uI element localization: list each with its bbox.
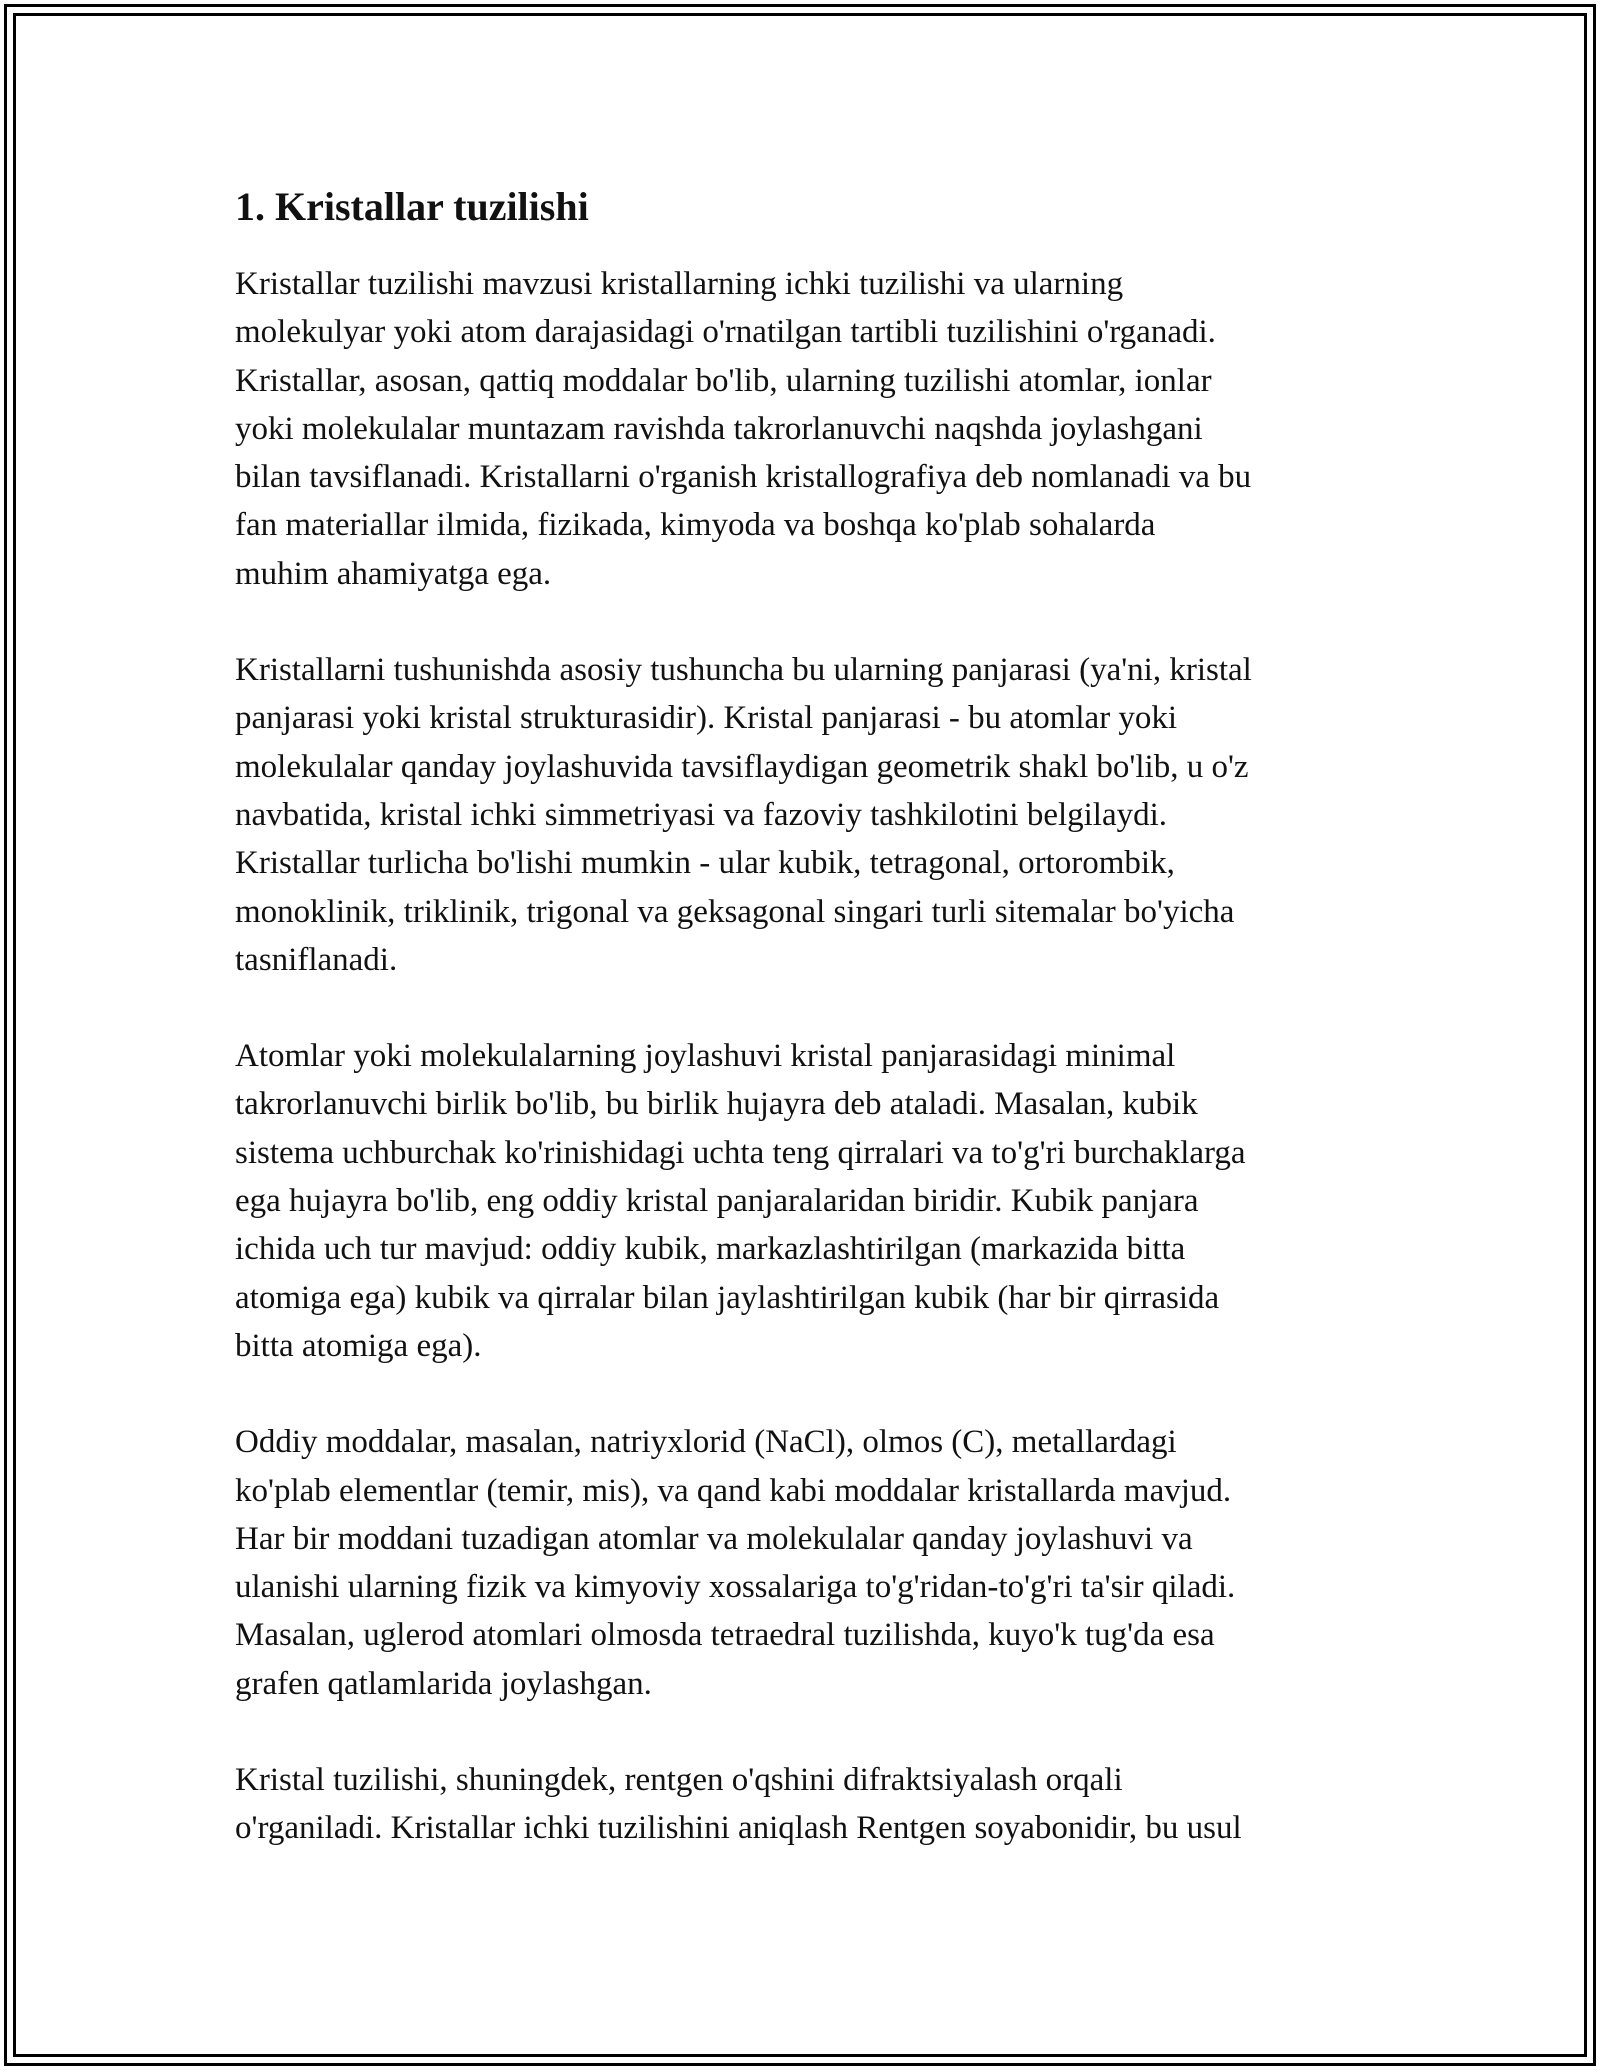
paragraph-4 xyxy=(235,1418,1375,1708)
text-line: grafen qatlamlarida joylashgan. xyxy=(235,1665,652,1702)
text-line: sistema uchburchak ko'rinishidagi uchta teng qirralari va to'g'ri burchaklarga xyxy=(235,1134,1246,1171)
text-line: molekulalar qanday joylashuvida tavsiflaydigan geometrik shakl bo'lib, u o'z xyxy=(235,748,1249,785)
text-line: navbatida, kristal ichki simmetriyasi va fazoviy tashkilotini belgilaydi. xyxy=(235,796,1168,833)
paragraph-1 xyxy=(235,260,1375,598)
text-line: o'rganiladi. Kristallar ichki tuzilishini aniqlash Rentgen soyabonidir, bu usul xyxy=(235,1810,1242,1847)
text-line: Masalan, uglerod atomlari olmosda tetraedral tuzilishda, kuyo'k tug'da esa xyxy=(235,1617,1215,1654)
text-line: Atomlar yoki molekulalarning joylashuvi kristal panjarasidagi minimal xyxy=(235,1038,1176,1075)
text-line: yoki molekulalar muntazam ravishda takrorlanuvchi naqshda joylashgani xyxy=(235,410,1203,447)
text-line: panjarasi yoki kristal strukturasidir). Kristal panjarasi - bu atomlar yoki xyxy=(235,700,1178,737)
text-line: Oddiy moddalar, masalan, natriyxlorid (NaCl), olmos (C), metallardagi xyxy=(235,1424,1177,1461)
text-line: Kristallarni tushunishda asosiy tushuncha bu ularning panjarasi (ya'ni, kristal xyxy=(235,652,1252,689)
text-line: muhim ahamiyatga ega. xyxy=(235,555,552,592)
text-line: ko'plab elementlar (temir, mis), va qand kabi moddalar kristallarda mavjud. xyxy=(235,1472,1232,1509)
text-line: monoklinik, triklinik, trigonal va geksagonal singari turli sitemalar bo'yicha xyxy=(235,893,1235,930)
text-line: Kristal tuzilishi, shuningdek, rentgen o'qshini difraktsiyalash orqali xyxy=(235,1762,1123,1799)
text-line: bitta atomiga ega). xyxy=(235,1327,482,1364)
text-line: ega hujayra bo'lib, eng oddiy kristal panjaralaridan biridir. Kubik panjara xyxy=(235,1183,1199,1220)
text-line: tasniflanadi. xyxy=(235,941,398,978)
paragraph-5 xyxy=(235,1756,1375,1853)
text-line: Kristallar, asosan, qattiq moddalar bo'lib, ularning tuzilishi atomlar, ionlar xyxy=(235,362,1212,399)
text-line: Kristallar tuzilishi mavzusi kristallarning ichki tuzilishi va ularning xyxy=(235,266,1124,302)
text-line: takrorlanuvchi birlik bo'lib, bu birlik hujayra deb ataladi. Masalan, kubik xyxy=(235,1086,1198,1123)
paragraph-2 xyxy=(235,646,1375,984)
text-line: bilan tavsiflanadi. Kristallarni o'rganish kristallografiya deb nomlanadi va bu xyxy=(235,459,1252,496)
text-line: fan materiallar ilmida, fizikada, kimyoda va boshqa ko'plab sohalarda xyxy=(235,507,1156,544)
text-line: molekulyar yoki atom darajasidagi o'rnatilgan tartibli tuzilishini o'rganadi. xyxy=(235,314,1216,351)
text-line: ulanishi ularning fizik va kimyoviy xossalariga to'g'ridan-to'g'ri ta'sir qiladi. xyxy=(235,1569,1236,1606)
text-line: Har bir moddani tuzadigan atomlar va molekulalar qanday joylashuvi va xyxy=(235,1520,1193,1557)
text-line: atomiga ega) kubik va qirralar bilan jaylashtirilgan kubik (har bir qirrasida xyxy=(235,1279,1220,1316)
section-heading: 1. Kristallar tuzilishi xyxy=(235,184,589,229)
paragraph-3 xyxy=(235,1032,1375,1370)
text-line: ichida uch tur mavjud: oddiy kubik, markazlashtirilgan (markazida bitta xyxy=(235,1231,1186,1268)
document-body xyxy=(235,180,1375,1901)
text-line: Kristallar turlicha bo'lishi mumkin - ular kubik, tetragonal, ortorombik, xyxy=(235,845,1175,882)
